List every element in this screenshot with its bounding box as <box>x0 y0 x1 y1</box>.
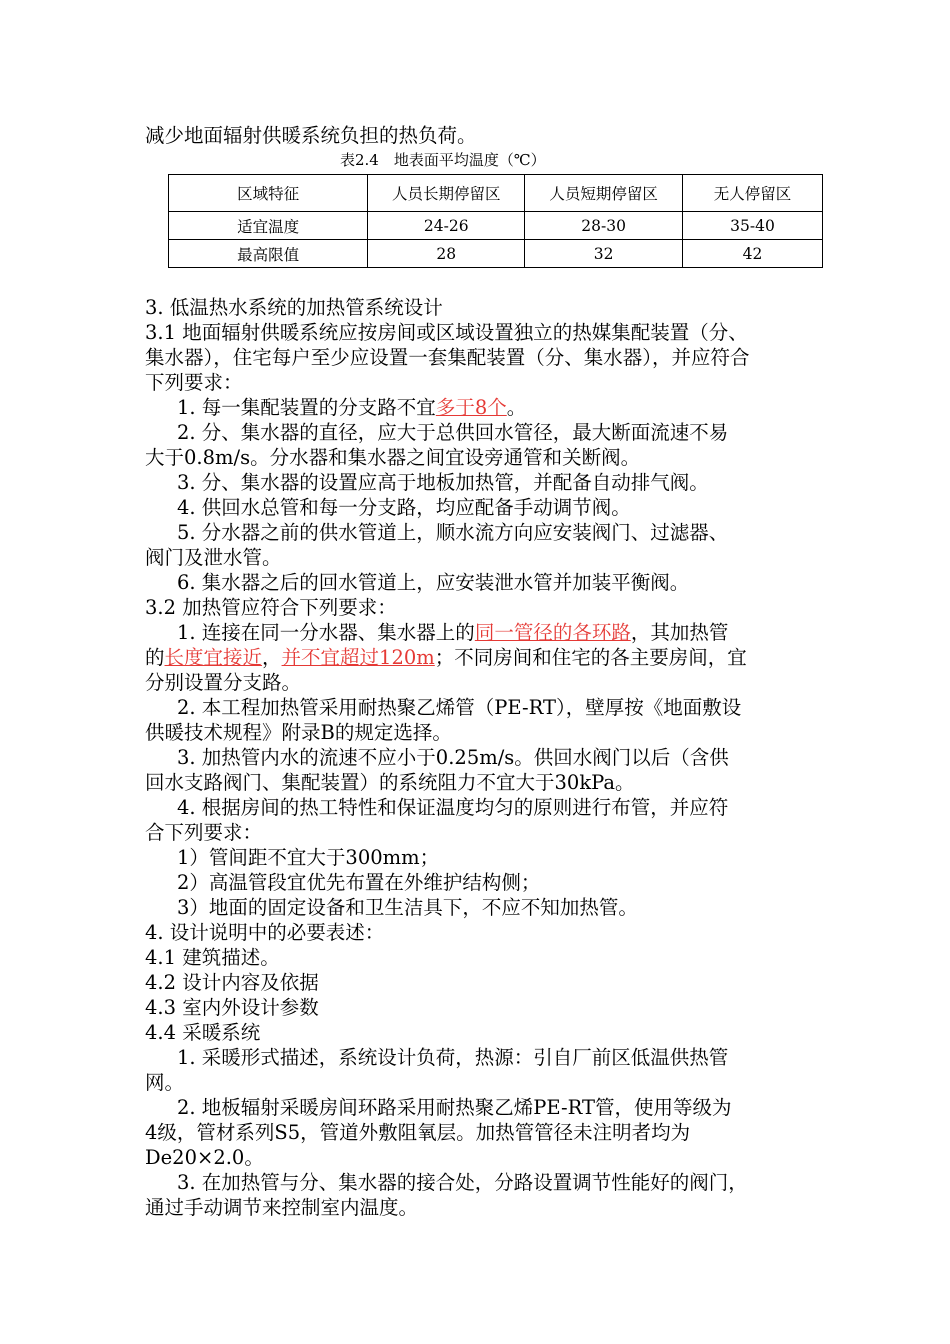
table-cell: 适宜温度 <box>169 212 368 240</box>
table-cell: 28-30 <box>525 212 683 240</box>
sub-item: 1）管间距不宜大于300mm； <box>177 846 440 869</box>
section-heading: 4.4 采暖系统 <box>145 1021 261 1044</box>
table-header-cell: 人员短期停留区 <box>525 175 683 212</box>
sub-item: 3）地面的固定设备和卫生洁具下，不应不知加热管。 <box>177 896 638 919</box>
list-item: 3. 加热管内水的流速不应小于0.25m/s。供回水阀门以后（含供 <box>177 746 729 769</box>
list-item-continued: 4级，管材系列S5，管道外敷阻氧层。加热管管径未注明者均为 <box>145 1121 691 1144</box>
item-text: 的 <box>145 646 165 669</box>
section-3-title: 3. 低温热水系统的加热管系统设计 <box>145 296 443 319</box>
list-item-continued: 通过手动调节来控制室内温度。 <box>145 1196 419 1219</box>
section-3-1-line: 集水器），住宅每户至少应设置一套集配装置（分、集水器），并应符合 <box>145 346 750 369</box>
section-heading: 4.3 室内外设计参数 <box>145 996 319 1019</box>
list-item: 3. 分、集水器的设置应高于地板加热管，并配备自动排气阀。 <box>177 471 709 494</box>
section-heading: 4.1 建筑描述。 <box>145 946 280 969</box>
list-item: 6. 集水器之后的回水管道上，应安装泄水管并加装平衡阀。 <box>177 571 690 594</box>
highlighted-text: 多于8个 <box>435 396 507 419</box>
table-cell: 24-26 <box>368 212 525 240</box>
highlighted-text: 同一管径的各环路 <box>474 621 631 644</box>
table-header-row <box>169 175 823 212</box>
highlighted-text: 并不宜超过120m <box>281 646 435 669</box>
item-text: 1. 连接在同一分水器、集水器上的 <box>177 621 475 644</box>
list-item: 1. 采暖形式描述，系统设计负荷，热源：引自厂前区低温供热管 <box>177 1046 729 1069</box>
list-item: 3. 在加热管与分、集水器的接合处，分路设置调节性能好的阀门， <box>177 1171 748 1194</box>
table-header-cell: 人员长期停留区 <box>368 175 525 212</box>
item-text: ， <box>262 646 282 669</box>
list-item: 2. 本工程加热管采用耐热聚乙烯管（PE-RT），壁厚按《地面敷设 <box>177 696 742 719</box>
list-item: 5. 分水器之前的供水管道上，顺水流方向应安装阀门、过滤器、 <box>177 521 729 544</box>
list-item-continued: 供暖技术规程》附录B的规定选择。 <box>145 721 452 744</box>
list-item-continued: 回水支路阀门、集配装置）的系统阻力不宜大于30kPa。 <box>145 771 635 794</box>
temperature-table <box>168 174 823 268</box>
list-item-continued: 分别设置分支路。 <box>145 671 302 694</box>
item-text: 。 <box>506 396 527 419</box>
list-item-continued: 合下列要求： <box>145 821 263 844</box>
sub-item: 2）高温管段宜优先布置在外维护结构侧； <box>177 871 541 894</box>
table-caption: 表2.4 地表面平均温度（℃） <box>340 151 546 169</box>
list-item: 2. 分、集水器的直径，应大于总供回水管径，最大断面流速不易 <box>177 421 729 444</box>
table-row <box>169 240 823 268</box>
list-item <box>177 620 728 645</box>
section-3-1-line: 3.1 地面辐射供暖系统应按房间或区域设置独立的热媒集配装置（分、 <box>145 321 748 344</box>
section-heading: 4.2 设计内容及依据 <box>145 971 319 994</box>
list-item-continued: 网。 <box>145 1071 185 1094</box>
item-text: ，其加热管 <box>630 621 729 644</box>
item-text: ；不同房间和住宅的各主要房间，宜 <box>434 646 747 669</box>
table-cell: 35-40 <box>683 212 823 240</box>
section-4-title: 4. 设计说明中的必要表述： <box>145 921 385 944</box>
highlighted-text: 长度宜接近 <box>164 646 263 669</box>
list-item: 4. 根据房间的热工特性和保证温度均匀的原则进行布管，并应符 <box>177 796 729 819</box>
section-3-1-line: 下列要求： <box>145 371 243 394</box>
table-cell: 最高限值 <box>169 240 368 268</box>
list-item-continued: De20×2.0。 <box>145 1146 264 1169</box>
list-item: 2. 地板辐射采暖房间环路采用耐热聚乙烯PE-RT管，使用等级为 <box>177 1096 732 1119</box>
table-row <box>169 212 823 240</box>
table-header-cell: 区域特征 <box>169 175 368 212</box>
list-item-continued <box>145 645 747 670</box>
list-item-continued: 大于0.8m/s。分水器和集水器之间宜设旁通管和关断阀。 <box>145 446 641 469</box>
list-item <box>177 395 526 420</box>
table-header-cell: 无人停留区 <box>683 175 823 212</box>
table-cell: 32 <box>525 240 683 268</box>
table-cell: 42 <box>683 240 823 268</box>
section-3-2-title: 3.2 加热管应符合下列要求： <box>145 596 397 619</box>
item-text: 1. 每一集配装置的分支路不宜 <box>177 396 436 419</box>
intro-line: 减少地面辐射供暖系统负担的热负荷。 <box>145 124 477 147</box>
list-item: 4. 供回水总管和每一分支路，均应配备手动调节阀。 <box>177 496 631 519</box>
list-item-continued: 阀门及泄水管。 <box>145 546 282 569</box>
table-cell: 28 <box>368 240 525 268</box>
